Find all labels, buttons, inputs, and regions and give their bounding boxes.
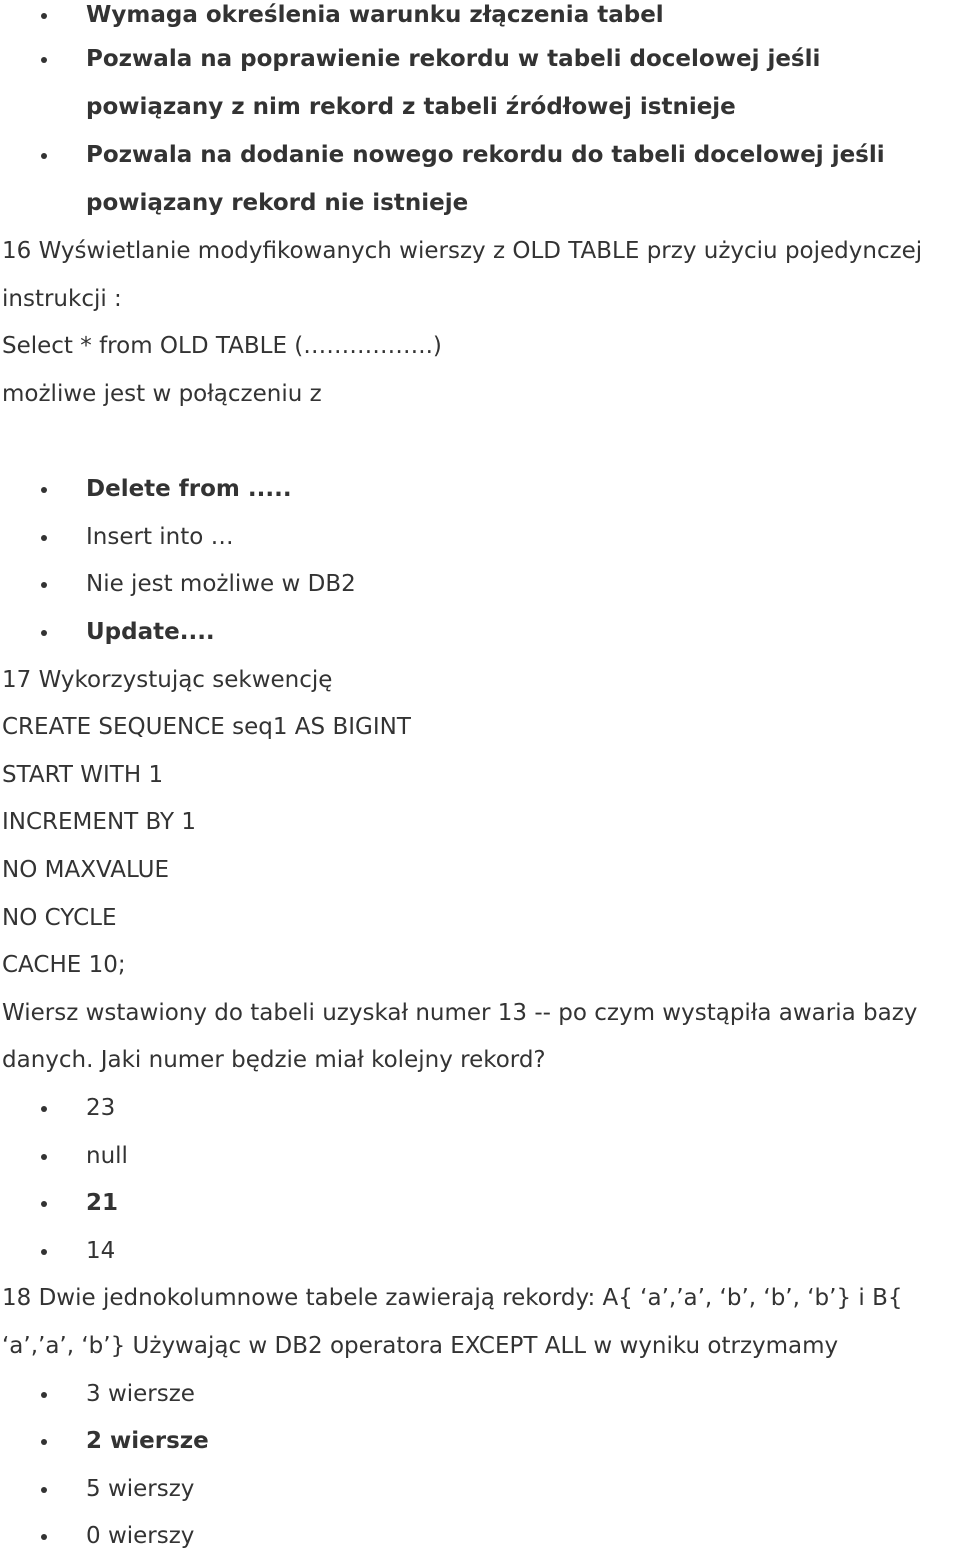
q17-question-line1: 17 Wykorzystując sekwencję (2, 667, 333, 693)
q17-option-4: 14 (86, 1238, 116, 1264)
q15-option-1: Wymaga określenia warunku złączenia tabel (86, 2, 664, 28)
q16-option-4: Update.... (86, 619, 215, 645)
q18-question-line2: ‘a’,’a’, ‘b’} Używając w DB2 operatora EXCEPT ALL w wyniku otrzymamy (2, 1333, 839, 1359)
bullet-icon (41, 1106, 47, 1112)
bullet-icon (41, 1201, 47, 1207)
q17-option-1: 23 (86, 1095, 116, 1121)
q15-option-2-line2: powiązany z nim rekord z tabeli źródłowej istnieje (86, 94, 736, 120)
bullet-icon (41, 153, 47, 159)
q17-code-line6: CACHE 10; (2, 952, 126, 978)
bullet-icon (41, 1487, 47, 1493)
q18-option-1: 3 wiersze (86, 1381, 195, 1407)
q16-option-2: Insert into … (86, 524, 234, 550)
q18-question-line1: 18 Dwie jednokolumnowe tabele zawierają rekordy: A{ ‘a’,’a’, ‘b’, ‘b’, ‘b’} i B{ (2, 1285, 903, 1311)
bullet-icon (41, 1534, 47, 1540)
q17-question-line3: danych. Jaki numer będzie miał kolejny rekord? (2, 1047, 546, 1073)
bullet-icon (41, 582, 47, 588)
q17-code-line2: START WITH 1 (2, 762, 164, 788)
q16-question-line4: możliwe jest w połączeniu z (2, 381, 322, 407)
q16-question-line3: Select * from OLD TABLE (……………..) (2, 333, 442, 359)
q16-question-line1: 16 Wyświetlanie modyfikowanych wierszy z OLD TABLE przy użyciu pojedynczej (2, 238, 923, 264)
bullet-icon (41, 57, 47, 63)
bullet-icon (41, 487, 47, 493)
q18-option-2: 2 wiersze (86, 1428, 209, 1454)
q17-code-line5: NO CYCLE (2, 905, 117, 931)
bullet-icon (41, 1392, 47, 1398)
q16-option-1: Delete from ..... (86, 476, 292, 502)
q17-option-2: null (86, 1143, 128, 1169)
q17-code-line1: CREATE SEQUENCE seq1 AS BIGINT (2, 714, 411, 740)
q17-code-line3: INCREMENT BY 1 (2, 809, 197, 835)
bullet-icon (41, 13, 47, 19)
bullet-icon (41, 535, 47, 541)
q15-option-3-line2: powiązany rekord nie istnieje (86, 190, 469, 216)
q17-code-line4: NO MAXVALUE (2, 857, 169, 883)
q15-option-3-line1: Pozwala na dodanie nowego rekordu do tabeli docelowej jeśli (86, 142, 885, 168)
q15-option-2-line1: Pozwala na poprawienie rekordu w tabeli docelowej jeśli (86, 46, 821, 72)
q16-question-line2: instrukcji : (2, 286, 122, 312)
bullet-icon (41, 630, 47, 636)
q16-option-3: Nie jest możliwe w DB2 (86, 571, 356, 597)
q18-option-4: 0 wierszy (86, 1523, 195, 1549)
q18-option-3: 5 wierszy (86, 1476, 195, 1502)
q17-option-3: 21 (86, 1190, 119, 1216)
bullet-icon (41, 1154, 47, 1160)
bullet-icon (41, 1249, 47, 1255)
q17-question-line2: Wiersz wstawiony do tabeli uzyskał numer 13 -- po czym wystąpiła awaria bazy (2, 1000, 918, 1026)
bullet-icon (41, 1439, 47, 1445)
